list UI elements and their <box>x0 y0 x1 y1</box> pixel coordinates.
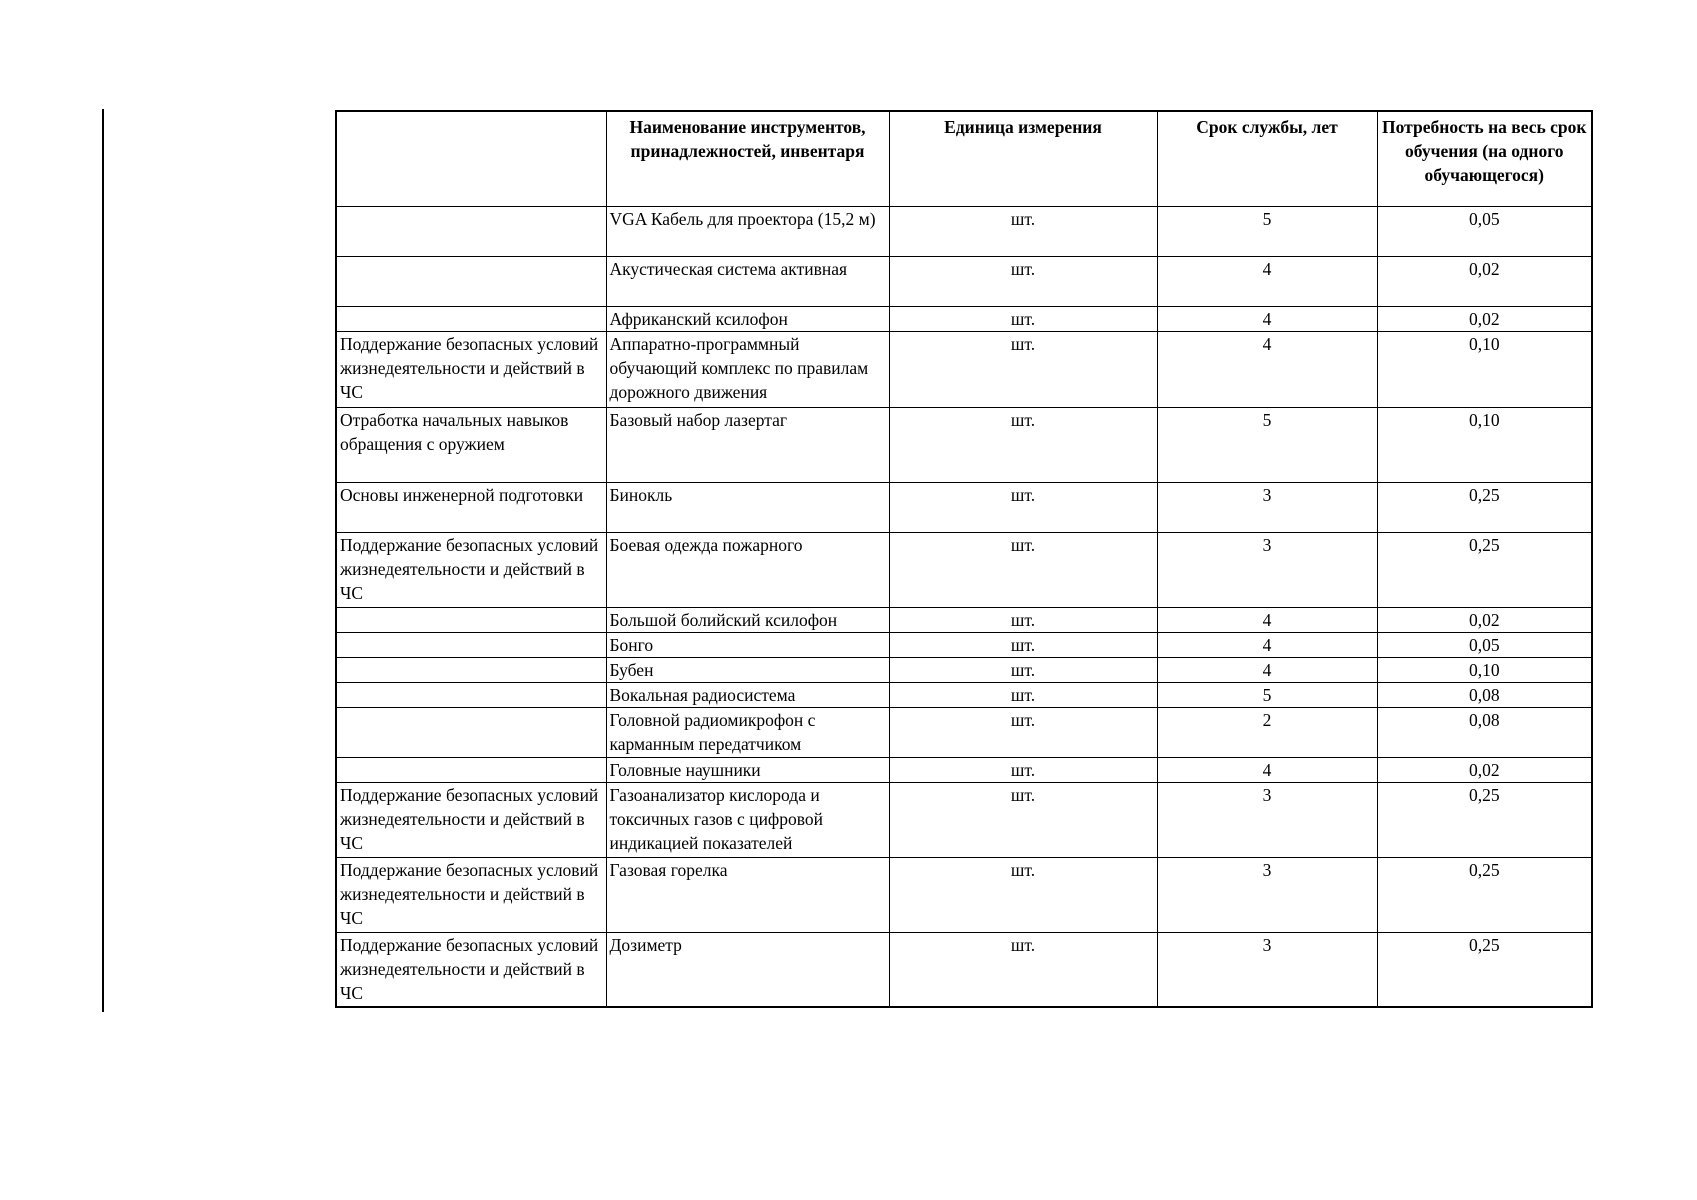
cell-section <box>336 757 606 782</box>
table-row <box>336 857 1592 932</box>
header-unit: Единица измерения <box>889 111 1157 206</box>
cell-section <box>336 206 606 256</box>
cell-name: Головные наушники <box>606 757 889 782</box>
cell-life: 5 <box>1157 682 1377 707</box>
cell-need: 0,10 <box>1377 657 1592 682</box>
cell-unit: шт. <box>889 682 1157 707</box>
cell-name: Бинокль <box>606 482 889 532</box>
cell-life: 5 <box>1157 407 1377 482</box>
cell-unit: шт. <box>889 857 1157 932</box>
cell-life: 3 <box>1157 932 1377 1007</box>
cell-unit: шт. <box>889 707 1157 757</box>
cell-unit: шт. <box>889 306 1157 331</box>
cell-name: Большой болийский ксилофон <box>606 607 889 632</box>
cell-need: 0,10 <box>1377 331 1592 407</box>
cell-life: 4 <box>1157 607 1377 632</box>
cell-life: 2 <box>1157 707 1377 757</box>
cell-life: 4 <box>1157 306 1377 331</box>
header-section <box>336 111 606 206</box>
page-margin-line <box>102 109 104 1012</box>
cell-unit: шт. <box>889 782 1157 857</box>
cell-life: 4 <box>1157 757 1377 782</box>
cell-section: Поддержание безопасных условий жизнедеятельности и действий в ЧС <box>336 532 606 607</box>
cell-unit: шт. <box>889 932 1157 1007</box>
equipment-table <box>335 110 1593 1008</box>
cell-need: 0,25 <box>1377 932 1592 1007</box>
cell-section <box>336 256 606 306</box>
cell-need: 0,02 <box>1377 256 1592 306</box>
cell-life: 4 <box>1157 657 1377 682</box>
table-row <box>336 607 1592 632</box>
cell-unit: шт. <box>889 482 1157 532</box>
cell-section: Поддержание безопасных условий жизнедеятельности и действий в ЧС <box>336 782 606 857</box>
cell-name: Головной радиомикрофон с карманным передатчиком <box>606 707 889 757</box>
cell-section <box>336 682 606 707</box>
cell-life: 3 <box>1157 857 1377 932</box>
cell-life: 5 <box>1157 206 1377 256</box>
cell-section <box>336 607 606 632</box>
table-row <box>336 306 1592 331</box>
cell-life: 3 <box>1157 482 1377 532</box>
table-row <box>336 256 1592 306</box>
cell-name: Бонго <box>606 632 889 657</box>
cell-need: 0,08 <box>1377 682 1592 707</box>
table-row <box>336 757 1592 782</box>
table-row <box>336 682 1592 707</box>
cell-unit: шт. <box>889 532 1157 607</box>
cell-need: 0,05 <box>1377 206 1592 256</box>
cell-name: Дозиметр <box>606 932 889 1007</box>
header-life: Срок службы, лет <box>1157 111 1377 206</box>
cell-need: 0,02 <box>1377 306 1592 331</box>
cell-need: 0,25 <box>1377 782 1592 857</box>
cell-unit: шт. <box>889 206 1157 256</box>
cell-unit: шт. <box>889 407 1157 482</box>
table-row <box>336 532 1592 607</box>
cell-life: 3 <box>1157 532 1377 607</box>
cell-unit: шт. <box>889 657 1157 682</box>
cell-unit: шт. <box>889 331 1157 407</box>
table-row <box>336 206 1592 256</box>
cell-need: 0,02 <box>1377 607 1592 632</box>
cell-life: 4 <box>1157 256 1377 306</box>
cell-unit: шт. <box>889 256 1157 306</box>
cell-life: 3 <box>1157 782 1377 857</box>
table-row <box>336 657 1592 682</box>
cell-need: 0,25 <box>1377 857 1592 932</box>
cell-section <box>336 306 606 331</box>
cell-name: Базовый набор лазертаг <box>606 407 889 482</box>
cell-section: Отработка начальных навыков обращения с оружием <box>336 407 606 482</box>
cell-section: Поддержание безопасных условий жизнедеятельности и действий в ЧС <box>336 857 606 932</box>
table-row <box>336 482 1592 532</box>
cell-need: 0,25 <box>1377 482 1592 532</box>
cell-name: Боевая одежда пожарного <box>606 532 889 607</box>
cell-need: 0,10 <box>1377 407 1592 482</box>
table-row <box>336 932 1592 1007</box>
table-row <box>336 707 1592 757</box>
cell-name: Вокальная радиосистема <box>606 682 889 707</box>
cell-name: Африканский ксилофон <box>606 306 889 331</box>
cell-section <box>336 707 606 757</box>
header-need: Потребность на весь срок обучения (на одного обучающегося) <box>1377 111 1592 206</box>
cell-section: Поддержание безопасных условий жизнедеятельности и действий в ЧС <box>336 331 606 407</box>
cell-unit: шт. <box>889 607 1157 632</box>
cell-name: Аппаратно-программный обучающий комплекс по правилам дорожного движения <box>606 331 889 407</box>
cell-section: Поддержание безопасных условий жизнедеятельности и действий в ЧС <box>336 932 606 1007</box>
cell-unit: шт. <box>889 632 1157 657</box>
cell-section <box>336 632 606 657</box>
cell-name: Газоанализатор кислорода и токсичных газов с цифровой индикацией показателей <box>606 782 889 857</box>
cell-need: 0,02 <box>1377 757 1592 782</box>
cell-need: 0,25 <box>1377 532 1592 607</box>
cell-unit: шт. <box>889 757 1157 782</box>
cell-life: 4 <box>1157 331 1377 407</box>
header-name: Наименование инструментов, принадлежностей, инвентаря <box>606 111 889 206</box>
cell-name: Акустическая система активная <box>606 256 889 306</box>
cell-section: Основы инженерной подготовки <box>336 482 606 532</box>
table-row <box>336 331 1592 407</box>
table-row <box>336 782 1592 857</box>
cell-need: 0,05 <box>1377 632 1592 657</box>
table-header-row <box>336 111 1592 206</box>
cell-name: VGA Кабель для проектора (15,2 м) <box>606 206 889 256</box>
cell-section <box>336 657 606 682</box>
table-row <box>336 407 1592 482</box>
cell-name: Газовая горелка <box>606 857 889 932</box>
cell-need: 0,08 <box>1377 707 1592 757</box>
cell-name: Бубен <box>606 657 889 682</box>
table-row <box>336 632 1592 657</box>
cell-life: 4 <box>1157 632 1377 657</box>
